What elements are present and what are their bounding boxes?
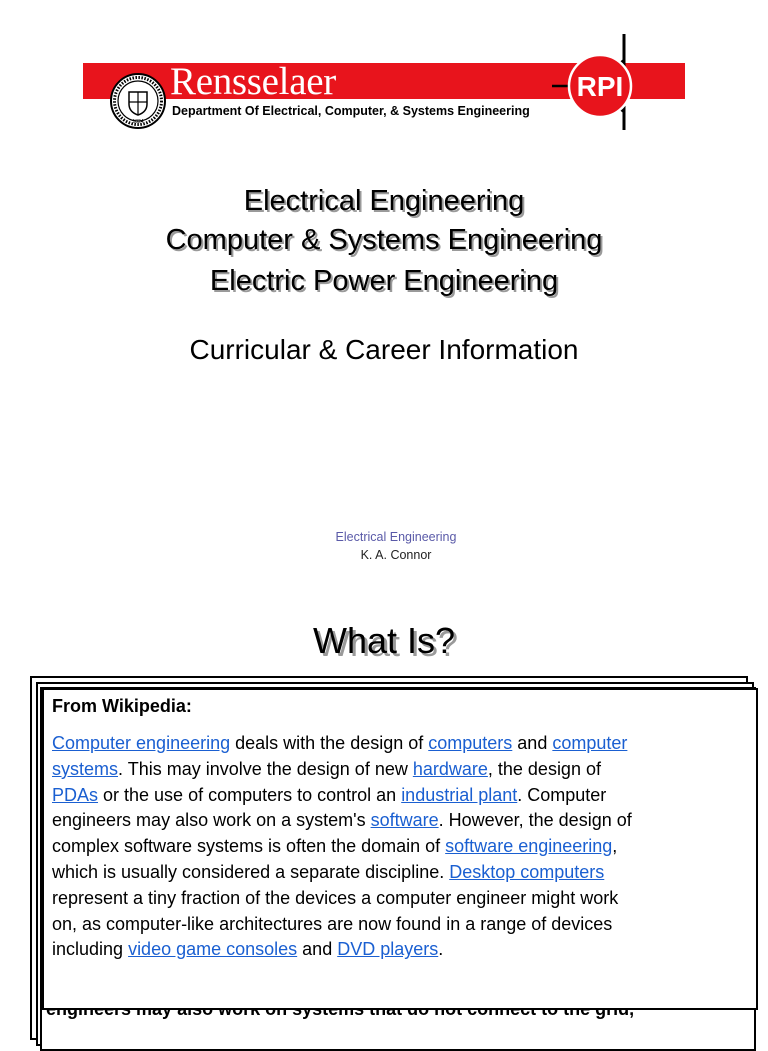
wiki-text: which is usually considered a separate discipline.: [52, 861, 450, 882]
wiki-link[interactable]: software engineering: [445, 836, 613, 857]
wiki-text-line: [52, 731, 752, 757]
wiki-text: . Computer: [517, 784, 607, 805]
wiki-text: complex software systems is often the domain of: [52, 836, 446, 857]
wiki-text: engineers may also work on a system's: [52, 810, 371, 831]
rpi-logo-icon: [552, 30, 662, 134]
wiki-body-text: [52, 731, 752, 963]
wiki-text: . However, the design of: [438, 810, 632, 831]
footer-course: Electrical Engineering: [335, 530, 457, 544]
wiki-link[interactable]: computer: [552, 733, 628, 753]
wiki-text: .: [438, 939, 444, 960]
wiki-text: . This may involve the design of new: [118, 758, 413, 779]
wiki-text-line: [52, 808, 752, 834]
wiki-text: represent a tiny fraction of the devices a computer engineer might work: [52, 887, 619, 908]
seal-year: 1824: [132, 119, 144, 125]
department-name: Department Of Electrical, Computer, & Systems Engineering: [172, 104, 530, 118]
footer-author: K. A. Connor: [360, 548, 432, 562]
wiki-source-label: From Wikipedia:: [52, 696, 192, 716]
title-line-3: Electric Power Engineering: [209, 265, 559, 297]
wiki-link[interactable]: DVD players: [337, 939, 439, 960]
wiki-text: including: [52, 939, 129, 960]
wiki-link[interactable]: hardware: [412, 758, 488, 779]
wiki-link[interactable]: video game consoles: [128, 939, 298, 960]
wiki-text-line: [52, 757, 752, 783]
brand-name: Rensselaer: [170, 60, 336, 103]
wiki-link[interactable]: PDAs: [52, 784, 99, 805]
wiki-text-line: [52, 783, 752, 809]
wiki-link[interactable]: Desktop computers: [449, 861, 605, 882]
wiki-text: , the design of: [487, 758, 601, 779]
wiki-link[interactable]: industrial plant: [401, 784, 518, 805]
slide2-title: What Is?: [312, 620, 456, 661]
rensselaer-seal-icon: [109, 72, 167, 130]
wiki-link[interactable]: systems: [52, 758, 119, 779]
rpi-logo-text: RPI: [576, 71, 624, 102]
wiki-text-line: [52, 886, 752, 912]
wiki-text: or the use of computers to control an: [98, 784, 402, 805]
title-line-2: Computer & Systems Engineering: [165, 224, 603, 256]
wiki-text: deals with the design of: [230, 733, 429, 753]
wiki-link[interactable]: computers: [428, 733, 513, 753]
wiki-link[interactable]: Computer engineering: [52, 733, 231, 753]
wiki-text: and: [297, 939, 338, 960]
wiki-text: on, as computer-like architectures are now found in a range of devices: [52, 913, 613, 934]
wiki-text: and: [512, 733, 553, 753]
wiki-text-line: [52, 937, 752, 963]
slide-subtitle: Curricular & Career Information: [189, 334, 579, 365]
wiki-text: ,: [612, 836, 618, 857]
wiki-link[interactable]: software: [370, 810, 439, 831]
wiki-text-line: [52, 834, 752, 860]
wiki-text-line: [52, 860, 752, 886]
wiki-text-line: [52, 912, 752, 938]
title-line-1: Electrical Engineering: [243, 185, 525, 217]
